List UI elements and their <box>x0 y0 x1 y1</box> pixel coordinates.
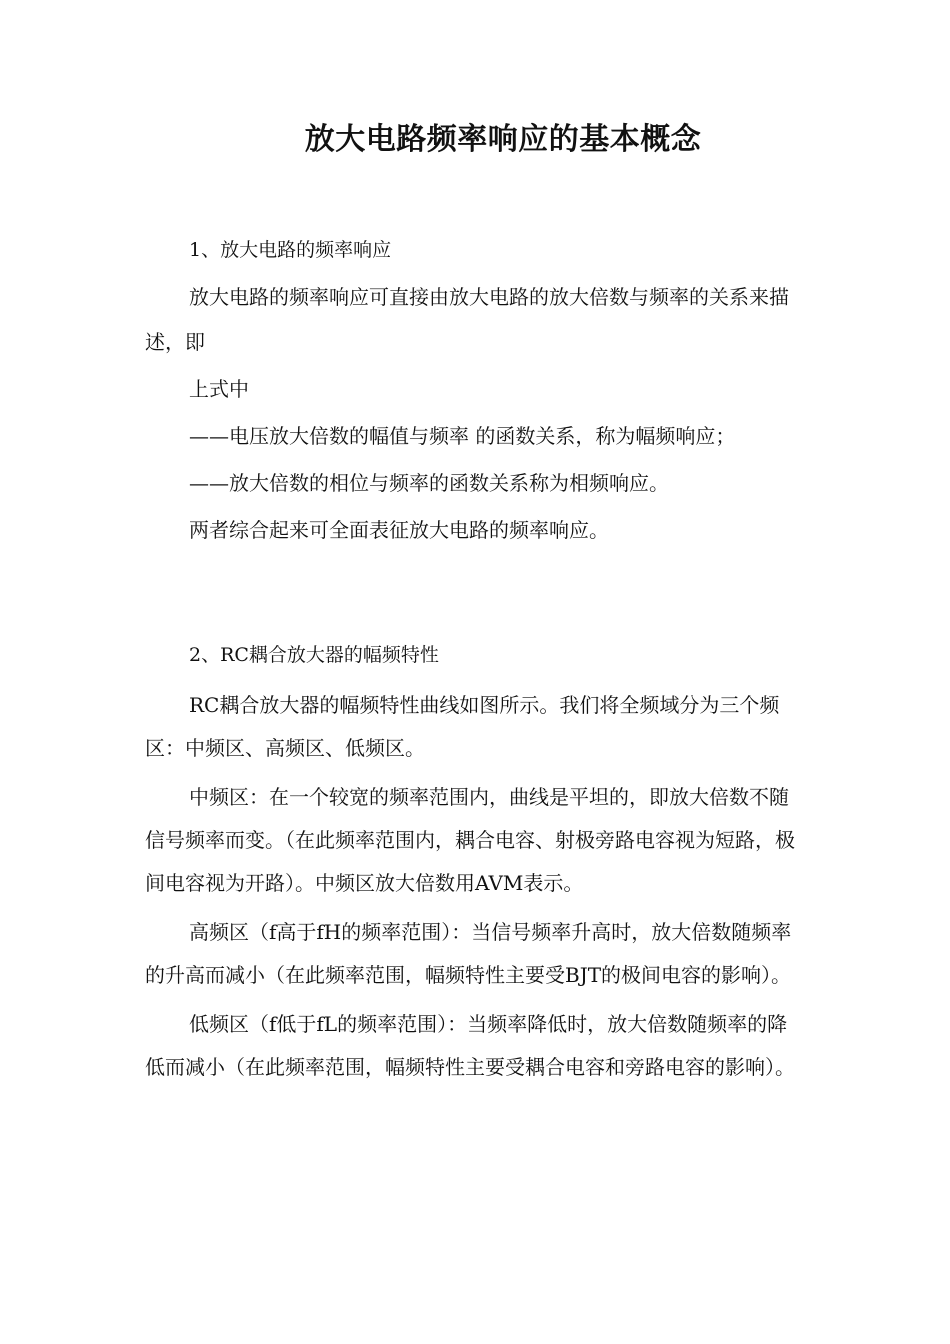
section-1-paragraph: 放大电路的频率响应可直接由放大电路的放大倍数与频率的关系来描述，即 <box>145 285 789 354</box>
section-2-paragraph: RC耦合放大器的幅频特性曲线如图所示。我们将全频域分为三个频区：中频区、高频区、低频区。 <box>145 693 780 760</box>
section-2-paragraph: 高频区（f高于fH的频率范围）：当信号频率升高时，放大倍数随频率的升高而减小（在此频率范围，幅频特性主要受BJT的极间电容的影响）。 <box>145 920 792 987</box>
section-spacer <box>145 553 807 633</box>
section-2-paragraph: 中频区：在一个较宽的频率范围内，曲线是平坦的，即放大倍数不随信号频率而变。（在此频率范围内，耦合电容、射极旁路电容视为短路，极间电容视为开路）。中频区放大倍数用AVM表示。 <box>145 785 795 895</box>
section-2-paragraph: 低频区（f低于fL的频率范围）：当频率降低时，放大倍数随频率的降低而减小（在此频率范围，幅频特性主要受耦合电容和旁路电容的影响）。 <box>145 1012 795 1079</box>
document-title: 放大电路频率响应的基本概念 <box>304 122 702 157</box>
section-1-heading: 1、放大电路的频率响应 <box>189 239 392 261</box>
section-1-paragraph: ——电压放大倍数的幅值与频率 的函数关系，称为幅频响应； <box>189 424 736 448</box>
section-2-heading: 2、RC耦合放大器的幅频特性 <box>189 644 439 666</box>
section-1-paragraph: 上式中 <box>189 377 249 401</box>
section-1-paragraph: 两者综合起来可全面表征放大电路的频率响应。 <box>189 518 609 542</box>
document-body <box>145 228 807 1089</box>
section-1-paragraph: ——放大倍数的相位与频率的函数关系称为相频响应。 <box>189 471 669 495</box>
